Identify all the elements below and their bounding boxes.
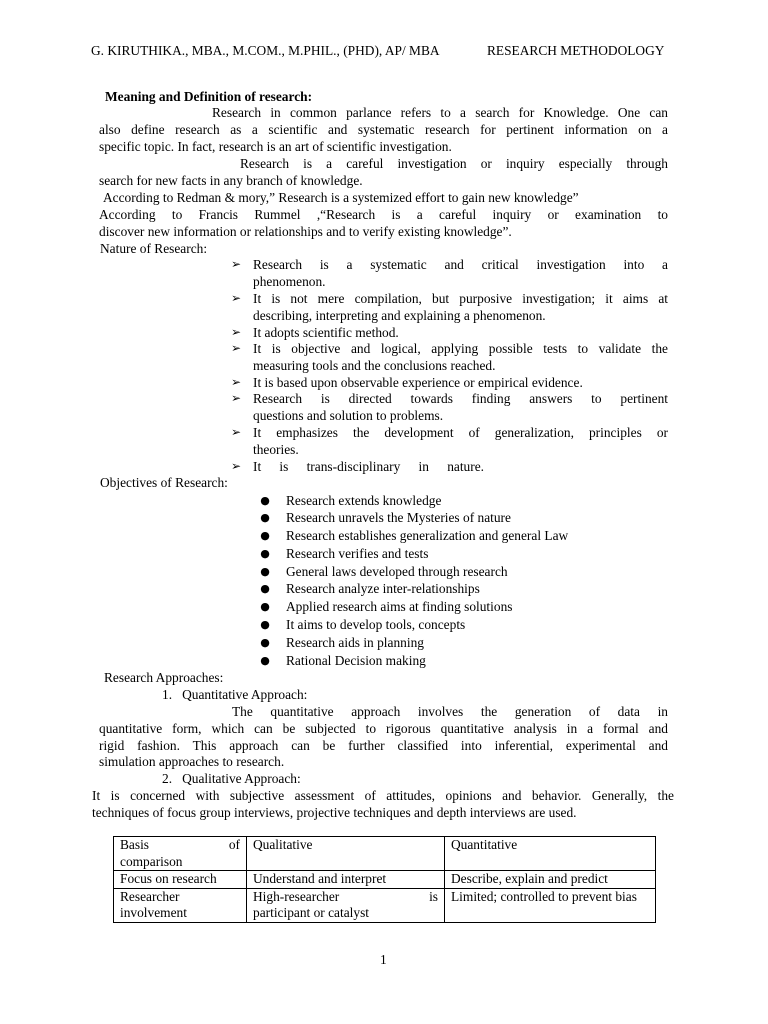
nature-item: It adopts scientific method. — [253, 325, 399, 340]
table-header-cell: Basis of comparison — [114, 837, 247, 871]
arrow-bullet-icon: ➢ — [230, 425, 242, 439]
meaning-heading: Meaning and Definition of research: — [105, 89, 313, 104]
nature-item-cont: theories. — [253, 442, 299, 457]
arrow-bullet-icon: ➢ — [230, 341, 242, 355]
table-cell: Focus on research — [114, 871, 247, 889]
meaning-p2-line1: Research is a careful investigation or inquiry especially through — [240, 156, 668, 171]
nature-item-cont: measuring tools and the conclusions reached. — [253, 358, 496, 373]
objective-item: Research analyze inter-relationships — [286, 581, 480, 596]
bullet-dot-icon: ● — [260, 565, 270, 578]
objective-item: Research aids in planning — [286, 635, 424, 650]
quantitative-text-line1: The quantitative approach involves the generation of data in — [232, 704, 668, 719]
table-cell: High-researcher is participant or catalyst — [247, 888, 445, 922]
nature-item-cont: questions and solution to problems. — [253, 408, 444, 423]
nature-item: It is trans-disciplinary in nature. — [253, 459, 484, 474]
table-header-cell: Qualitative — [247, 837, 445, 871]
objective-item: It aims to develop tools, concepts — [286, 617, 466, 632]
arrow-bullet-icon: ➢ — [230, 391, 242, 405]
arrow-bullet-icon: ➢ — [230, 459, 242, 473]
nature-item: It is based upon observable experience or empirical evidence. — [253, 375, 583, 390]
nature-item: It emphasizes the development of generalization, principles or — [253, 425, 668, 440]
comparison-table — [113, 836, 656, 923]
approaches-heading: Research Approaches: — [104, 670, 224, 685]
header-author: G. KIRUTHIKA., MBA., M.COM., M.PHIL., (PHD), AP/ MBA — [91, 43, 440, 58]
bullet-dot-icon: ● — [260, 511, 270, 524]
nature-heading: Nature of Research: — [100, 241, 208, 256]
bullet-dot-icon: ● — [260, 547, 270, 560]
table-header-row — [114, 837, 656, 871]
qualitative-text-line2: techniques of focus group interviews, projective techniques and depth interviews are used. — [92, 805, 577, 820]
quantitative-text-line2: quantitative form, which can be subjected to rigorous quantitative analysis in a formal and — [99, 721, 668, 736]
table-row — [114, 888, 656, 922]
bullet-dot-icon: ● — [260, 582, 270, 595]
objectives-heading: Objectives of Research: — [100, 475, 228, 490]
bullet-dot-icon: ● — [260, 600, 270, 613]
table-cell: Describe, explain and predict — [445, 871, 656, 889]
bullet-dot-icon: ● — [260, 494, 270, 507]
bullet-dot-icon: ● — [260, 529, 270, 542]
nature-item-cont: describing, interpreting and explaining a phenomenon. — [253, 308, 546, 323]
nature-item: It is objective and logical, applying possible tests to validate the — [253, 341, 668, 356]
table-cell: Understand and interpret — [247, 871, 445, 889]
quantitative-text-line4: simulation approaches to research. — [99, 754, 285, 769]
page-number: 1 — [380, 952, 387, 967]
table-cell: Limited; controlled to prevent bias — [445, 888, 656, 922]
meaning-p1-line3: specific topic. In fact, research is an art of scientific investigation. — [99, 139, 452, 154]
redman-definition: According to Redman & mory,” Research is a systemized effort to gain new knowledge” — [103, 190, 579, 205]
qualitative-text-line1: It is concerned with subjective assessment of attitudes, opinions and behavior. Generally, the — [92, 788, 674, 803]
objective-item: General laws developed through research — [286, 564, 508, 579]
table-header-cell: Quantitative — [445, 837, 656, 871]
quantitative-title: 1. Quantitative Approach: — [162, 687, 308, 702]
bullet-dot-icon: ● — [260, 618, 270, 631]
bullet-dot-icon: ● — [260, 636, 270, 649]
qualitative-title: 2. Qualitative Approach: — [162, 771, 301, 786]
arrow-bullet-icon: ➢ — [230, 257, 242, 271]
meaning-p2-line2: search for new facts in any branch of knowledge. — [99, 173, 363, 188]
meaning-p1-line2: also define research as a scientific and systematic research for pertinent information on a — [99, 122, 668, 137]
objective-item: Research establishes generalization and general Law — [286, 528, 569, 543]
objective-item: Research unravels the Mysteries of nature — [286, 510, 511, 525]
meaning-p1-line1: Research in common parlance refers to a search for Knowledge. One can — [212, 105, 668, 120]
rummel-definition-line2: discover new information or relationships and to verify existing knowledge”. — [99, 224, 512, 239]
objective-item: Research extends knowledge — [286, 493, 442, 508]
arrow-bullet-icon: ➢ — [230, 375, 242, 389]
quantitative-text-line3: rigid fashion. This approach can be further classified into inferential, experimental and — [99, 738, 668, 753]
objective-item: Rational Decision making — [286, 653, 426, 668]
objective-item: Research verifies and tests — [286, 546, 429, 561]
bullet-dot-icon: ● — [260, 654, 270, 667]
header-subject: RESEARCH METHODOLOGY — [487, 43, 665, 58]
arrow-bullet-icon: ➢ — [230, 291, 242, 305]
arrow-bullet-icon: ➢ — [230, 325, 242, 339]
nature-item: Research is directed towards finding answers to pertinent — [253, 391, 668, 406]
nature-item: Research is a systematic and critical investigation into a — [253, 257, 668, 272]
nature-item-cont: phenomenon. — [253, 274, 326, 289]
rummel-definition-line1: According to Francis Rummel ,“Research is a careful inquiry or examination to — [99, 207, 668, 222]
objective-item: Applied research aims at finding solutions — [286, 599, 513, 614]
table-row — [114, 871, 656, 889]
table-cell: Researcher involvement — [114, 888, 247, 922]
nature-item: It is not mere compilation, but purposive investigation; it aims at — [253, 291, 668, 306]
